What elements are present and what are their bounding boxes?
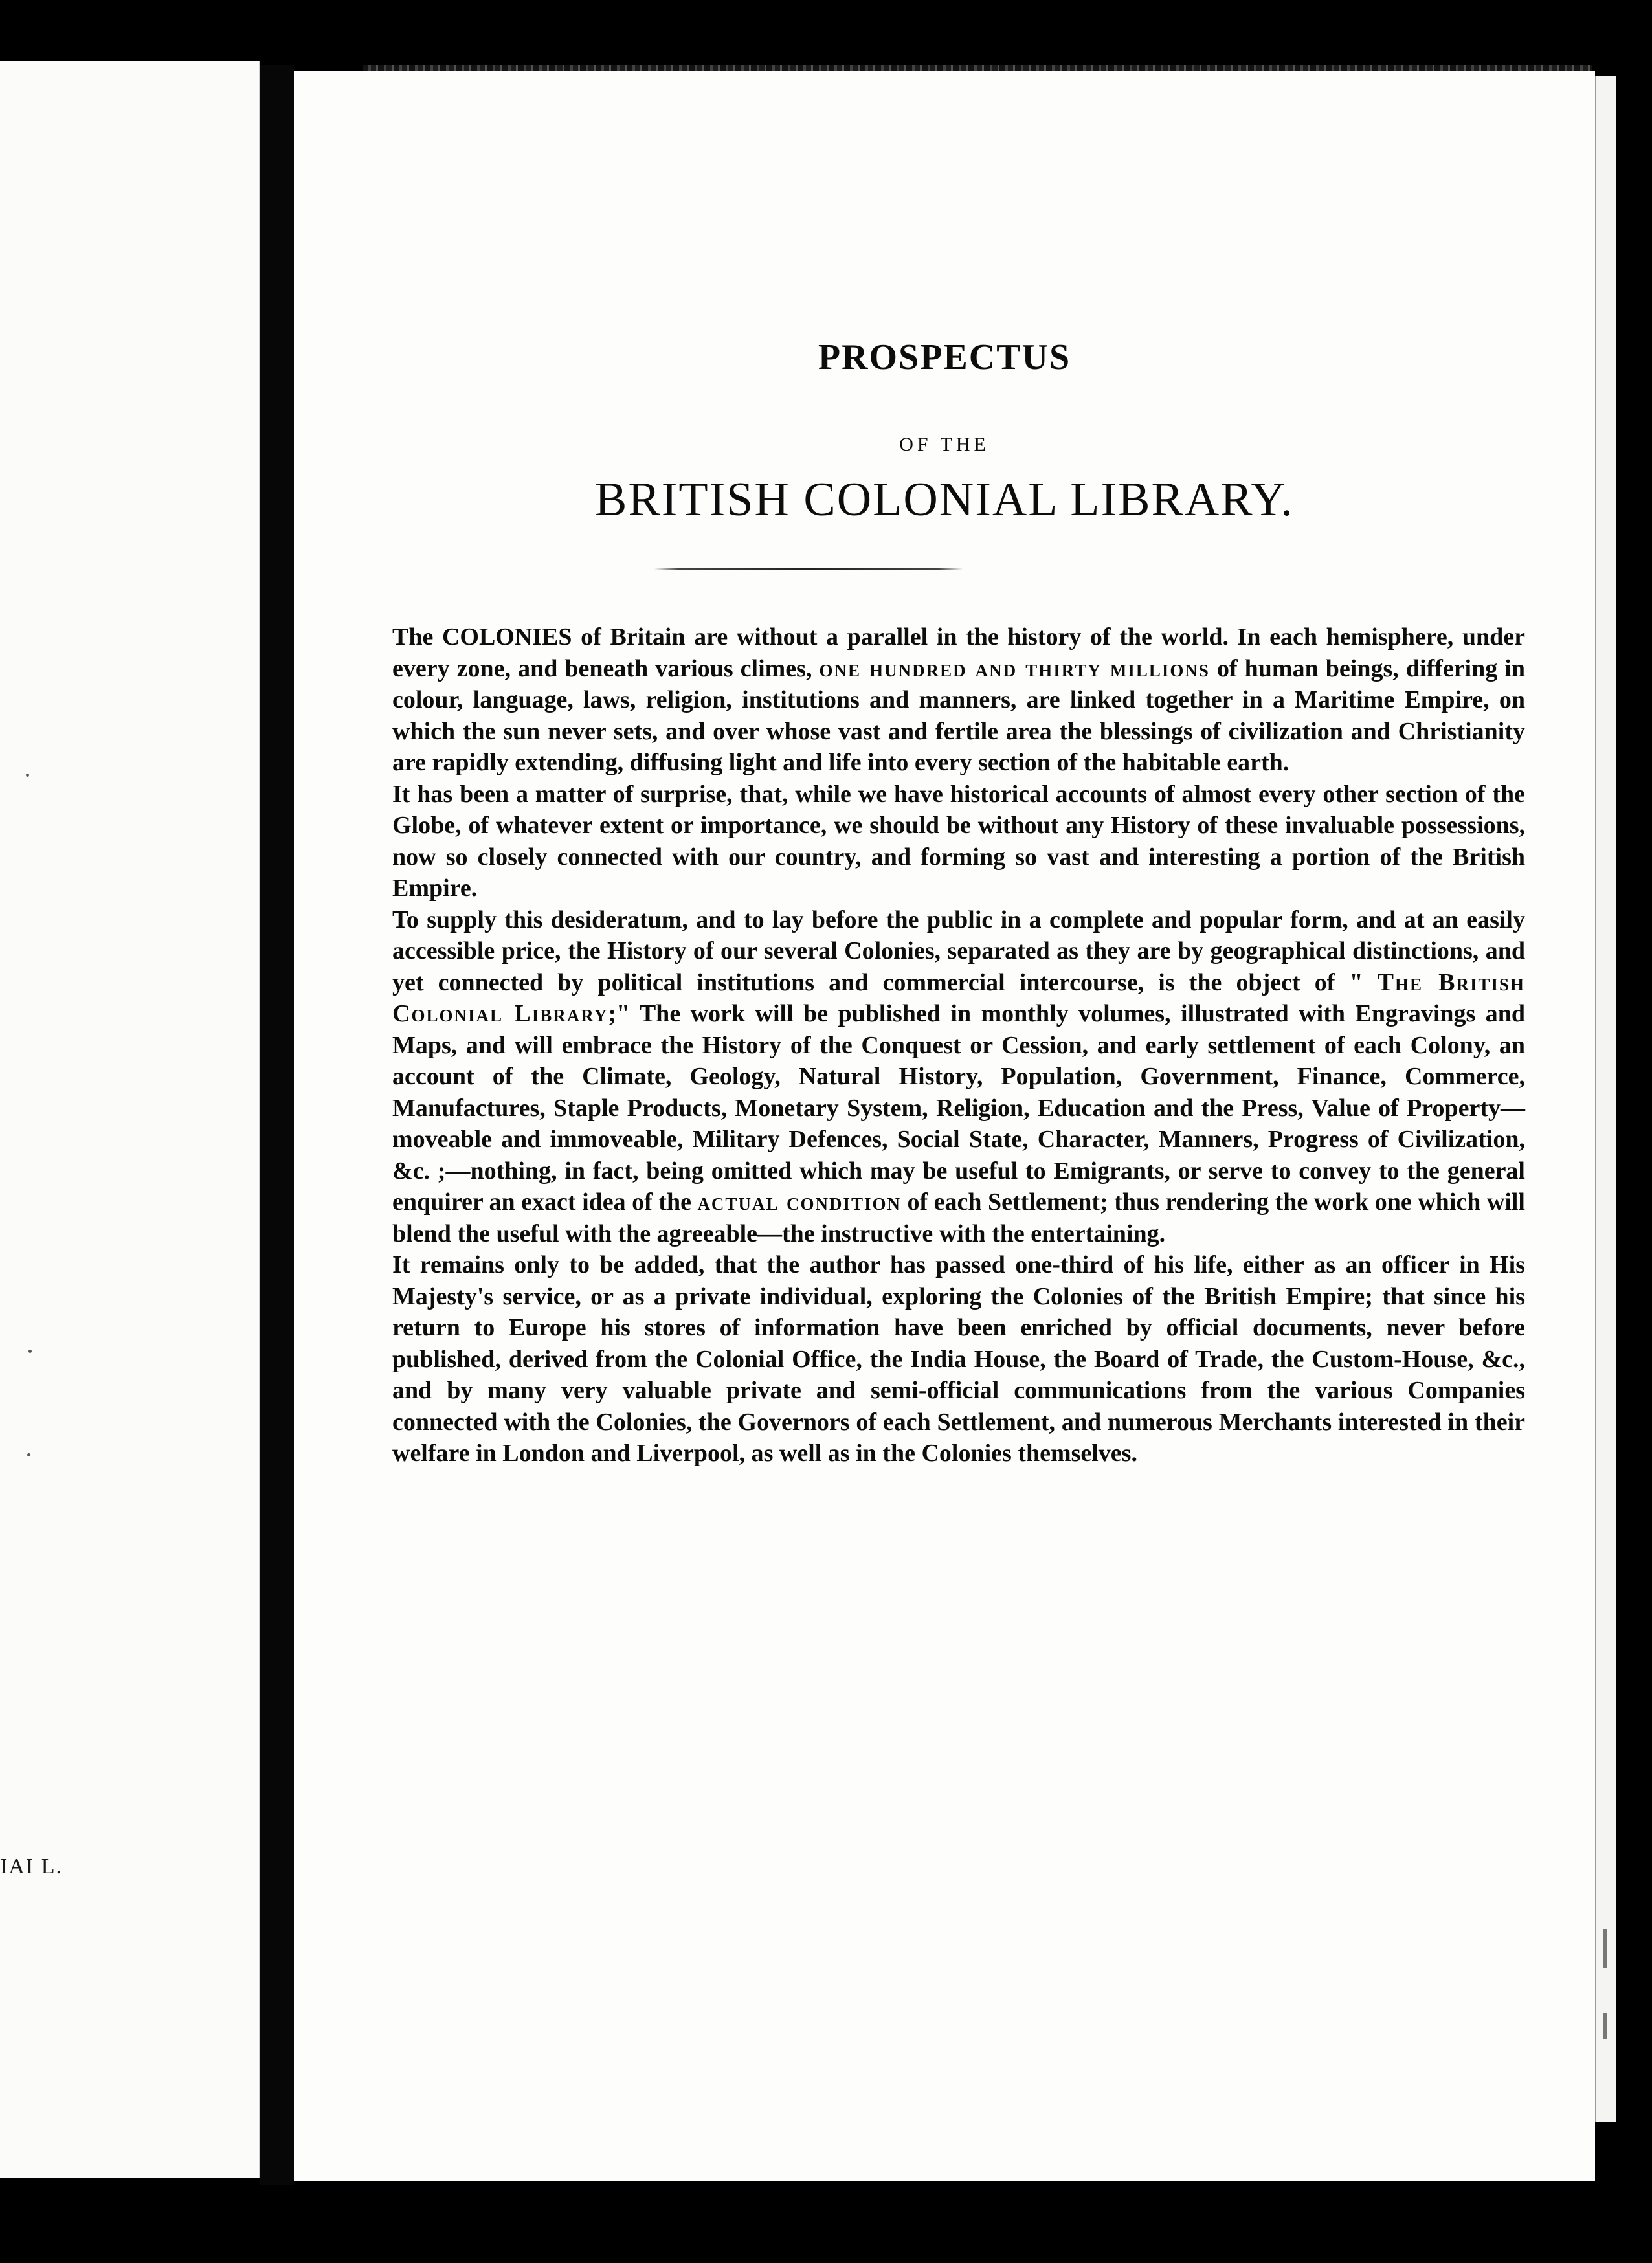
- library-title: BRITISH COLONIAL LIBRARY.: [595, 473, 1294, 526]
- paragraph-desideratum: [392, 904, 1525, 1250]
- page-title: PROSPECTUS: [818, 337, 1071, 377]
- text-span: ;" The work will be published in monthly volumes, illustrated with Engravings and Maps, and will embrace the History of the Conquest or Cession, and early settlement of each Colony, an account of the Climate, Geology, Natural History, Population, Government, Finance, Commerce, Manufactures, Staple Products, Monetary System, Religion, Education and the Press, Value of Property—moveable and immoveable, Military Defences, Social State, Character, Manners, Progress of Civilization, &c. ;—nothing, in fact, being omitted which may be useful to Emigrants, or serve to convey to the general enquirer an exact idea of the: [392, 1000, 1526, 1216]
- page-subtitle: OF THE: [899, 434, 990, 455]
- book-gutter: [260, 65, 294, 2185]
- paragraph-colonies: [392, 621, 1525, 779]
- paragraph-surprise: It has been a matter of surprise, that, while we have historical accounts of almost every other section of the Globe, of whatever extent or importance, we should be without any History of these invaluable possessions, now so closely connected with our country, and forming so vast and interesting a portion of the British Empire.: [392, 780, 1525, 902]
- prospectus-page: [294, 71, 1595, 2181]
- paragraph-author: It remains only to be added, that the author has passed one-third of his life, either as an officer in His Majesty's service, or as a private individual, exploring the Colonies of the British Empire; that since his return to Europe his stores of information have been enriched by official documents, never before published, derived from the Colonial Office, the India House, the Board of Trade, the Custom-House, &c., and by many very valuable private and semi-official communications from the various Companies connected with the Colonies, the Governors of each Settlement, and numerous Merchants interested in their welfare in London and Liverpool, as well as in the Colonies themselves.: [392, 1251, 1525, 1467]
- smallcaps-span: actual condition: [697, 1188, 901, 1216]
- text-span: of human beings, differing in colour, language, laws, religion, institutions and manners, are linked together in a Maritime Empire, on which the sun never sets, and over whose vast and fertile area the blessings of civilization and Christianity are rapidly extending, diffusing light and life into every section of the habitable earth.: [392, 654, 1525, 776]
- text-span: of each Settlement; thus rendering the work one which will blend the useful with the agreeable—the instructive with the entertaining.: [392, 1188, 1525, 1247]
- text-span: The COLONIES of Britain are without a parallel in the history of the world. In each hemisphere, under every zone, and beneath various climes,: [392, 623, 1525, 682]
- speck: [27, 1453, 30, 1456]
- smallcaps-span: one hundred and thirty millions: [819, 654, 1210, 682]
- speck: [28, 1350, 32, 1353]
- title-rule: [654, 568, 963, 570]
- speck: [26, 774, 29, 777]
- edge-mark: [1603, 1929, 1607, 1968]
- facing-page-text-fragment: IAI L.: [0, 1855, 63, 1878]
- page-edge: [1595, 76, 1616, 2122]
- smallcaps-span: The British Colonial Library: [392, 968, 1525, 1027]
- facing-page: [0, 61, 260, 2178]
- body-text: [392, 621, 1525, 1469]
- text-span: To supply this desideratum, and to lay before the public in a complete and popular form, and at an easily accessible price, the History of our several Colonies, separated as they are by geographical distinctions, and yet connected by political institutions and commercial intercourse, is the object of ": [392, 906, 1525, 996]
- edge-mark: [1603, 2013, 1607, 2039]
